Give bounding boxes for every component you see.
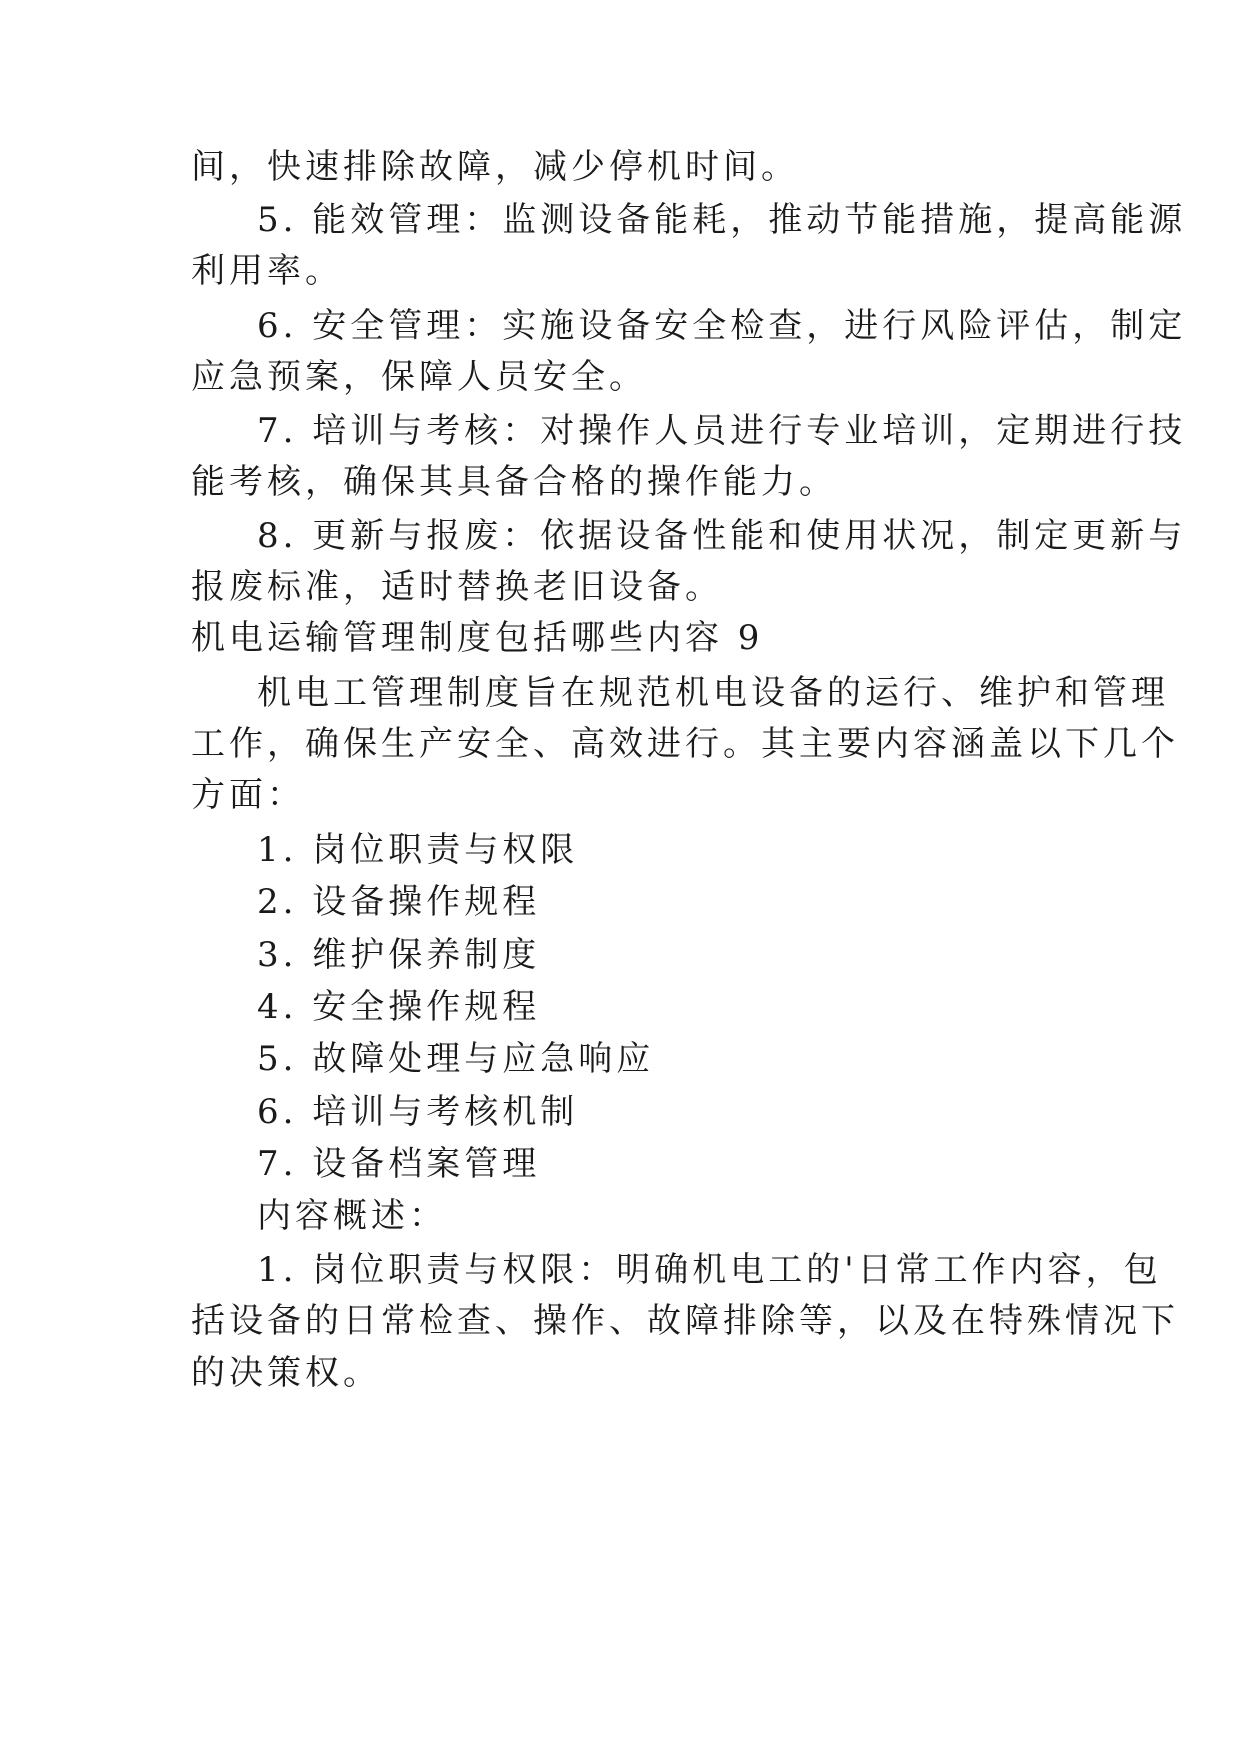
text-line: 利用率。 [191,251,343,291]
section-heading: 机电运输管理制度包括哪些内容 9 [191,618,764,658]
text-line: 间，快速排除故障，减少停机时间。 [191,147,799,187]
list-item: 5. 故障处理与应急响应 [257,1039,655,1079]
text-line: 5. 能效管理：监测设备能耗，推动节能措施，提高能源 [257,200,1187,240]
list-item: 7. 设备档案管理 [257,1144,541,1184]
list-item: 3. 维护保养制度 [257,935,541,975]
text-line: 的决策权。 [191,1353,381,1393]
text-line: 6. 安全管理：实施设备安全检查，进行风险评估，制定 [257,306,1187,346]
text-line: 应急预案，保障人员安全。 [191,357,647,397]
list-item: 6. 培训与考核机制 [257,1092,579,1132]
text-line: 内容概述： [257,1196,447,1236]
text-line: 7. 培训与考核：对操作人员进行专业培训，定期进行技 [257,411,1187,451]
list-item: 1. 岗位职责与权限 [257,830,579,870]
text-line: 1. 岗位职责与权限：明确机电工的'日常工作内容，包 [257,1250,1162,1290]
text-line: 8. 更新与报废：依据设备性能和使用状况，制定更新与 [257,516,1187,556]
text-line: 机电工管理制度旨在规范机电设备的运行、维护和管理 [257,673,1169,713]
text-line: 工作，确保生产安全、高效进行。其主要内容涵盖以下几个 [191,724,1179,764]
text-line: 方面： [191,775,305,815]
text-line: 括设备的日常检查、操作、故障排除等，以及在特殊情况下 [191,1301,1179,1341]
text-line: 能考核，确保其具备合格的操作能力。 [191,462,837,502]
list-item: 2. 设备操作规程 [257,882,541,922]
list-item: 4. 安全操作规程 [257,987,541,1027]
text-line: 报废标准，适时替换老旧设备。 [191,567,723,607]
